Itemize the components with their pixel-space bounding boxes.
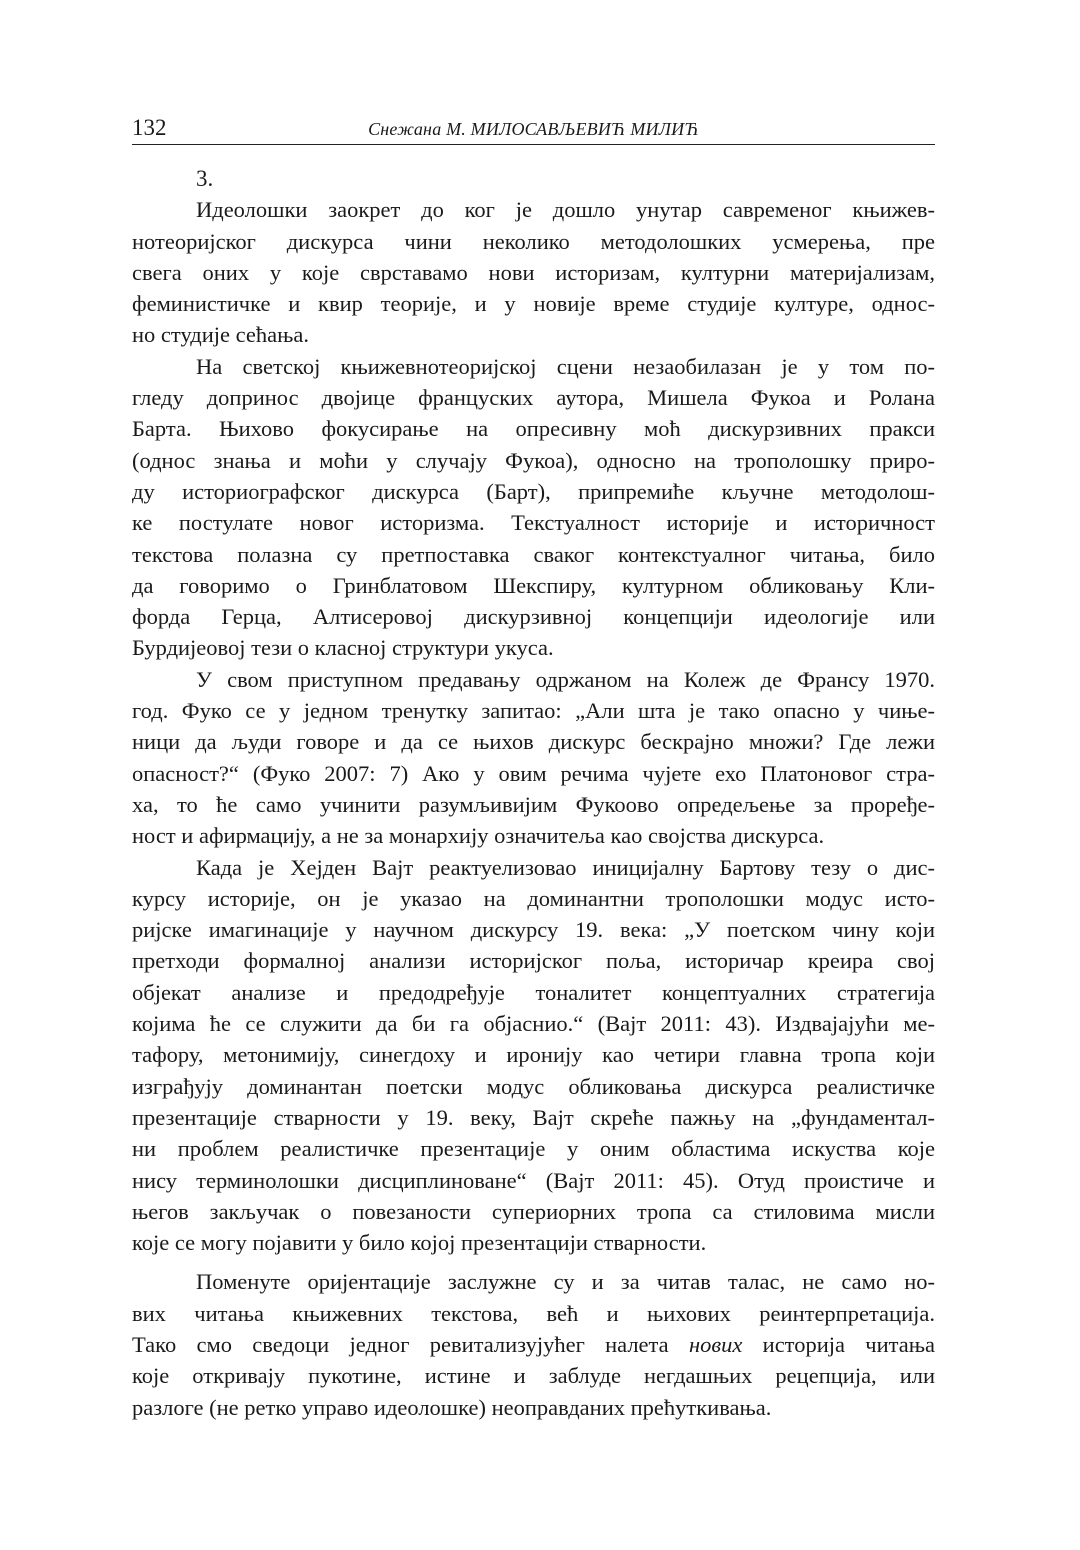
text-line: У свом приступном предавању одржаном на Колеж де Франсу 1970.: [196, 666, 935, 692]
page-number: 132: [132, 115, 167, 140]
text-line: тафору, метонимију, синегдоху и иронију као четири главна тропа који: [132, 1042, 935, 1068]
text-line: објекат анализе и предодређује тоналитет концептуалних стратегија: [132, 979, 935, 1005]
text-line: год. Фуко се у једном тренутку запитао: „Али шта је тако опасно у чиње-: [132, 698, 935, 724]
text-line: које се могу појавити у било којој презентацији стварности.: [132, 1230, 707, 1256]
text-line: Идеолошки заокрет до ког је дошло унутар савременог књижев-: [196, 197, 935, 223]
text-line: курсу историје, он је указао на доминантни трополошки модус исто-: [132, 885, 935, 911]
text-line: које откривају пукотине, истине и заблуде негдашњих рецепција, или: [132, 1363, 935, 1389]
text-line: но студије сећања.: [132, 322, 309, 348]
text-line: Барта. Њихово фокусирање на опресивну моћ дискурзивних пракси: [132, 416, 935, 442]
text-line: нотеоријског дискурса чини неколико методолошких усмерења, пре: [132, 228, 935, 254]
text-line: свега оних у које сврставамо нови историзам, културни материјализам,: [132, 259, 935, 285]
text-line: којима ће се служити да би га објаснио.“ (Вајт 2011: 43). Издвајајући ме-: [132, 1011, 935, 1037]
text-line: На светској књижевнотеоријској сцени незаобилазан је у том по-: [196, 353, 935, 379]
text-line: опасност?“ (Фуко 2007: 7) Ако у овим речима чујете ехо Платоновог стра-: [132, 760, 935, 786]
text-line: ници да људи говоре и да се њихов дискурс бескрајно множи? Где лежи: [132, 729, 935, 755]
book-page: [132, 112, 935, 1423]
paragraph-4: [132, 852, 935, 1259]
text-line: ду историографског дискурса (Барт), припремиће кључне методолош-: [132, 478, 935, 504]
text-line: нису терминолошки дисциплиноване“ (Вајт 2011: 45). Отуд проистиче и: [132, 1167, 935, 1193]
text-line: ха, то ће само учинити разумљивијим Фукоово опредељење за проређе-: [132, 791, 935, 817]
text-line: вих читања књижевних текстова, већ и њихових реинтерпретација.: [132, 1300, 935, 1326]
text-line: текстова полазна су претпоставка сваког контекстуалног читања, било: [132, 541, 935, 567]
text-line: његов закључак о повезаности супериорних тропа са стиловима мисли: [132, 1198, 935, 1224]
text-line: гледу допринос двојице француских аутора, Мишела Фукоа и Ролана: [132, 385, 935, 411]
text-segment: Тако смо сведоци једног ревитализујућег налета: [132, 1331, 689, 1357]
text-line: (однос знања и моћи у случају Фукоа), односно на трополошку приро-: [132, 447, 935, 473]
paragraph-3: [132, 664, 935, 852]
paragraph-2: [132, 351, 935, 664]
paragraph-5: [132, 1266, 935, 1422]
text-line: разлоге (не ретко управо идеолошке) неоправданих прећуткивања.: [132, 1394, 772, 1420]
text-line: феминистичке и квир теорије, и у новије време студије културе, однос-: [132, 291, 935, 317]
section-number: 3.: [196, 166, 214, 191]
text-line: ријске имагинације у научном дискурсу 19. века: „У поетском чину који: [132, 917, 935, 943]
body-text: [132, 163, 935, 1423]
text-line: [132, 1329, 935, 1360]
text-line: изграђују доминантан поетски модус обликовања дискурса реалистичке: [132, 1073, 935, 1099]
text-line: ност и афирмацију, а не за монархију означитеља као својства дискурса.: [132, 823, 825, 849]
text-line: ни проблем реалистичке презентације у оним областима искуства које: [132, 1136, 935, 1162]
text-line: Бурдијеовој тези о класној структури укуса.: [132, 635, 554, 661]
text-line: ке постулате новог историзма. Текстуалност историје и историчност: [132, 510, 935, 536]
text-line: Поменуте оријентације заслужне су и за читав талас, не само но-: [196, 1269, 935, 1295]
text-line: Када је Хејден Вајт реактуелизовао иницијалну Бартову тезу о дис-: [196, 854, 935, 880]
italic-emphasis: нових: [688, 1331, 743, 1357]
running-head: Снежана М. МИЛОСАВЉЕВИЋ МИЛИЋ: [368, 119, 699, 139]
text-line: претходи формалној анализи историјског поља, историчар креира свој: [132, 948, 935, 974]
page-header: [132, 112, 935, 145]
paragraph-1: [132, 194, 935, 350]
text-line: форда Герца, Алтисеровој дискурзивној концепцији идеологије или: [132, 604, 935, 630]
text-segment: историја читања: [742, 1331, 935, 1357]
text-line: да говоримо о Гринблатовом Шекспиру, културном обликовању Кли-: [132, 572, 935, 598]
text-line: презентације стварности у 19. веку, Вајт скреће пажњу на „фундаментал-: [132, 1104, 935, 1130]
